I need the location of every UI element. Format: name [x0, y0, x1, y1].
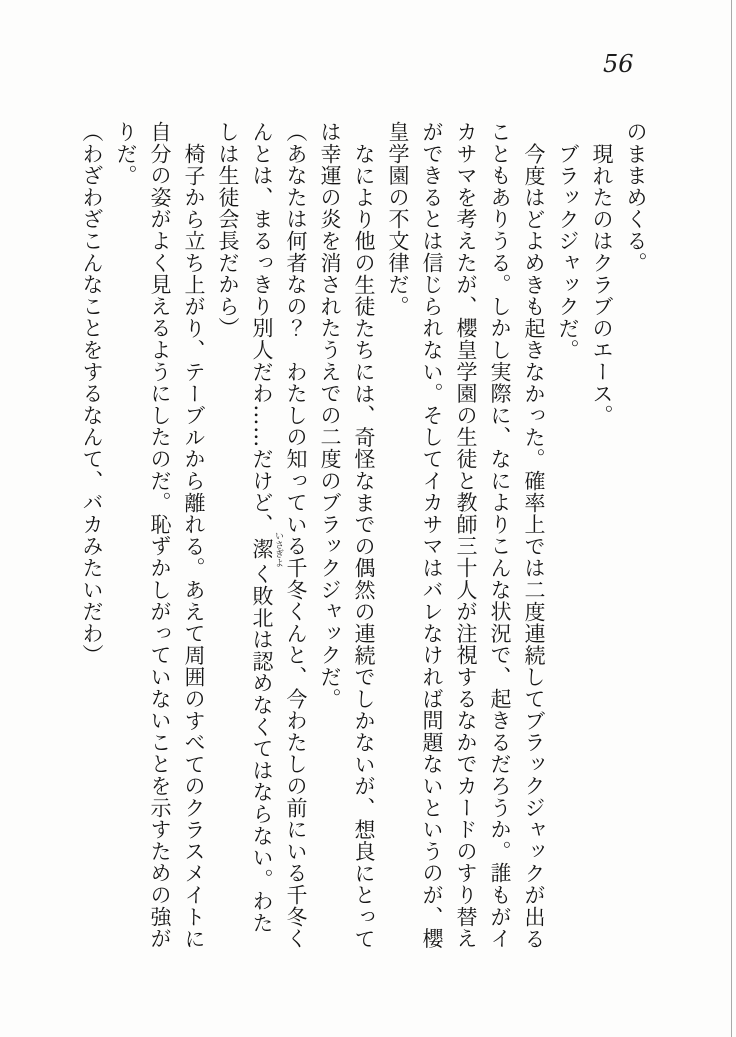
paragraph-monologue-foolish: （わざわざこんなことをするなんて、バカみたいだわ） — [80, 121, 104, 666]
ruby-annotation — [250, 531, 283, 568]
paragraph-probability: 今度はどよめきも起きなかった。確率上では二度連続してブラックジャックが出ることもありうる。しかし実際に、なによりこんな状況で、起きるだろうか。誰もがイカサマを考えたが、櫻皇学園の生徒と教師三十人が注視するなかでカードのすり替えができるとは信じられない。そしてイカサマはバレなければ問題ないというのが、櫻皇学園の不文律だ。 — [386, 121, 546, 950]
page-edge-line — [731, 0, 732, 1037]
paragraph-blackjack: ブラックジャックだ。 — [556, 143, 580, 361]
paragraph-continuation: のままめくる。 — [624, 121, 648, 274]
ruby-furigana: いさぎよ — [273, 531, 283, 568]
paragraph-sora-luck: なにより他の生徒たちには、奇怪なまでの偶然の連続でしかないが、想良にとっては幸運の炎を消されたうえでの二度のブラックジャックだ。 — [318, 121, 376, 950]
paragraph-ace-revealed: 現れたのはクラブのエース。 — [590, 143, 614, 427]
page-number: 56 — [603, 50, 634, 78]
paragraph-text-pre: （あなたは何者なの？ わたしの知っている千冬くんと、今わたしの前にいる千冬くんとは、まるっきり別人だわ……だけど、 — [250, 121, 308, 950]
text-block — [75, 121, 653, 950]
paragraph-monologue-defeat — [211, 121, 313, 950]
paragraph-stand-up: 椅子から立ち上がり、テーブルから離れる。あえて周囲のすべてのクラスメイトに自分の姿がよく見えるようにしたのだ。恥ずかしがっていないことを示すための強がりだ。 — [114, 121, 206, 950]
ruby-base: 潔 — [250, 531, 274, 568]
paragraph-text-post: く敗北は認めなくてはならない。わたしは生徒会長だから） — [216, 121, 274, 934]
